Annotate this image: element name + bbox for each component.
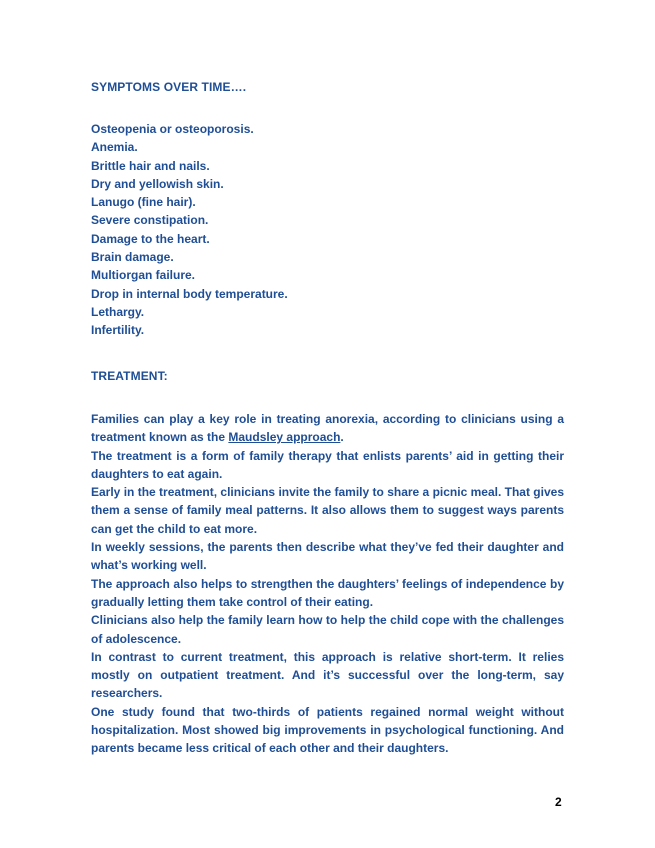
intro-text: Families can play a key role in treating anorexia, according to clinicians using a treatment known as the: [91, 412, 564, 445]
symptom-item: Severe constipation.: [91, 213, 209, 228]
symptom-item: Lethargy.: [91, 304, 145, 319]
symptom-item: Multiorgan failure.: [91, 268, 196, 283]
symptom-item: Brittle hair and nails.: [91, 158, 210, 173]
treatment-heading: TREATMENT:: [91, 369, 168, 383]
symptom-item: Drop in internal body temperature.: [91, 286, 288, 301]
symptom-item: Lanugo (fine hair).: [91, 195, 196, 210]
intro-text-end: .: [340, 430, 344, 445]
treatment-intro-paragraph: [91, 410, 564, 447]
symptom-item: Anemia.: [91, 140, 138, 155]
symptom-list: [91, 120, 288, 340]
symptom-item: Dry and yellowish skin.: [91, 176, 224, 191]
treatment-paragraph: The approach also helps to strengthen the daughters’ feelings of independence by gradually letting them take control of their eating.: [91, 576, 564, 609]
page-number: 2: [555, 795, 562, 809]
maudsley-approach-link[interactable]: Maudsley approach: [228, 430, 341, 445]
symptom-item: Damage to the heart.: [91, 231, 210, 246]
symptom-item: Infertility.: [91, 323, 145, 338]
treatment-paragraph: In weekly sessions, the parents then describe what they’ve fed their daughter and what’s working well.: [91, 540, 564, 573]
symptom-item: Osteopenia or osteoporosis.: [91, 122, 254, 136]
treatment-paragraph: Clinicians also help the family learn how to help the child cope with the challenges of adolescence.: [91, 613, 564, 646]
treatment-paragraph: Early in the treatment, clinicians invite the family to share a picnic meal. That gives them a sense of family meal patterns. It also allows them to suggest ways parents can get the child to eat more.: [91, 485, 564, 536]
treatment-paragraph: In contrast to current treatment, this approach is relative short-term. It relies mostly on outpatient treatment. And it’s successful over the long-term, say researchers.: [91, 649, 564, 701]
treatment-body: [91, 410, 564, 758]
treatment-paragraph: One study found that two-thirds of patients regained normal weight without hospitalization. Most showed big improvements in psychological functioning. And parents became less critical of each other and their daughters.: [91, 704, 564, 756]
treatment-paragraph: The treatment is a form of family therapy that enlists parents’ aid in getting their daughters to eat again.: [91, 448, 564, 481]
symptoms-heading: SYMPTOMS OVER TIME….: [91, 80, 247, 94]
symptom-item: Brain damage.: [91, 250, 174, 265]
